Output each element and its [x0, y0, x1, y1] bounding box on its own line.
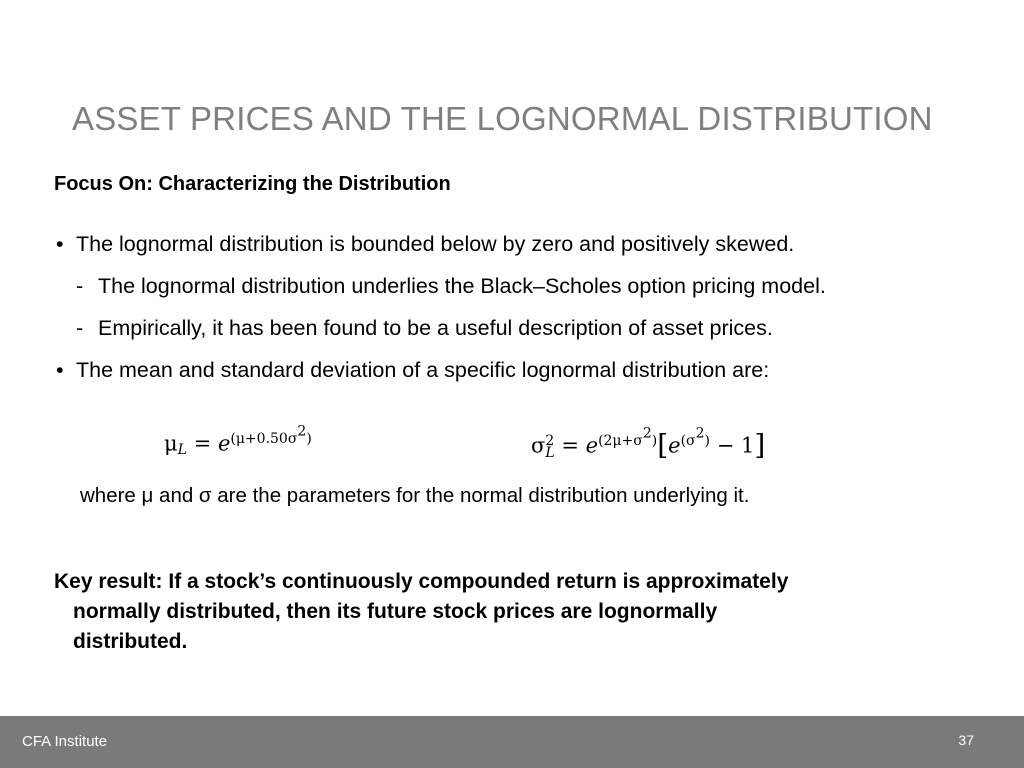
slide-subtitle: Focus On: Characterizing the Distribution: [54, 173, 451, 195]
dash-marker: -: [76, 316, 84, 340]
key-result-line: normally distributed, then its future stock prices are lognormally: [73, 600, 718, 623]
dash-marker: -: [76, 274, 84, 298]
footer-brand: CFA Institute: [22, 733, 108, 750]
variance-formula: σ 2 L = $e^{(2\mu+\sigma^2)}[e^{(\sigma^2)} - 1]$: [531, 425, 766, 462]
bullet-marker: •: [56, 232, 64, 256]
bullet-text: Empirically, it has been found to be a useful description of asset prices.: [98, 316, 773, 340]
where-note: where μ and σ are the parameters for the normal distribution underlying it.: [80, 484, 750, 507]
key-result-line: distributed.: [73, 630, 188, 653]
page-number: 37: [958, 732, 974, 748]
key-result: [54, 567, 974, 657]
mean-formula: $\mu_L = e^{(\mu+0.50\sigma^2)}$: [164, 423, 312, 458]
sub-bullet-item: [76, 315, 773, 341]
key-result-line: Key result: If a stock’s continuously compounded return is approximately: [54, 570, 789, 593]
bullet-item: [56, 231, 794, 257]
bullet-text: The mean and standard deviation of a specific lognormal distribution are:: [76, 358, 770, 382]
bullet-text: The lognormal distribution is bounded below by zero and positively skewed.: [76, 232, 795, 256]
bullet-text: The lognormal distribution underlies the Black–Scholes option pricing model.: [98, 274, 826, 298]
bullet-marker: •: [56, 358, 64, 382]
bullet-item: [56, 357, 769, 383]
slide-title: ASSET PRICES AND THE LOGNORMAL DISTRIBUTION: [72, 100, 933, 137]
footer-bar: [0, 716, 1024, 768]
sub-bullet-item: [76, 273, 826, 299]
